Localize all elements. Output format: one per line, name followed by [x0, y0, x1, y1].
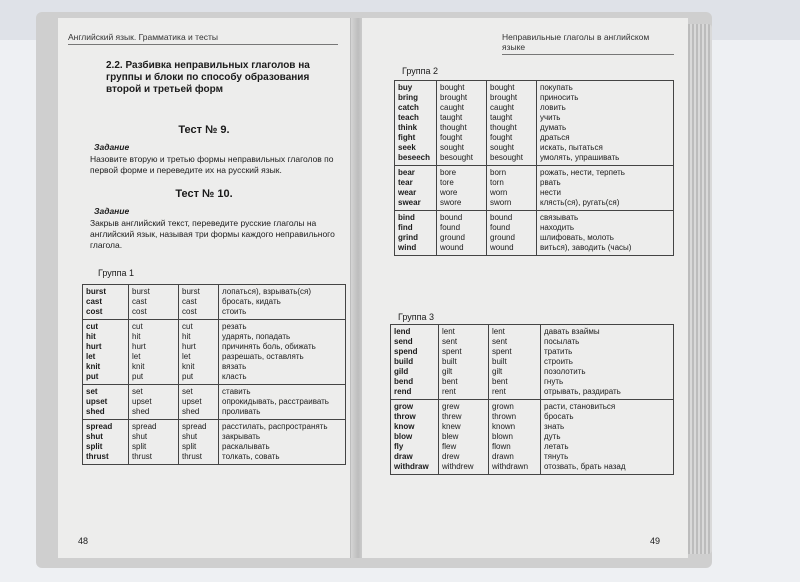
past-simple-word: cut — [132, 322, 143, 331]
translation-word: думать — [540, 123, 567, 132]
past-simple-word: blew — [442, 432, 459, 441]
verb-block-row — [395, 166, 674, 211]
base-form-word: wear — [398, 188, 417, 197]
past-simple-word: threw — [442, 412, 462, 421]
past-participle-word: drawn — [492, 452, 514, 461]
past-participle-word: sent — [492, 337, 508, 346]
page-edges — [688, 24, 712, 554]
base-form-cell — [391, 400, 439, 475]
past-simple-cell — [129, 385, 179, 420]
past-participle-word: brought — [490, 93, 518, 102]
past-simple-cell — [129, 420, 179, 465]
translation-word: расти, становиться — [544, 402, 616, 411]
translation-word: стоить — [222, 307, 247, 316]
translation-word: посылать — [544, 337, 580, 346]
past-simple-cell — [437, 166, 487, 211]
left-page — [58, 18, 351, 558]
past-participle-cell — [489, 400, 541, 475]
base-form-word: know — [394, 422, 415, 431]
past-simple-cell — [439, 325, 489, 400]
base-form-word: bind — [398, 213, 415, 222]
base-form-cell — [395, 166, 437, 211]
past-simple-word: knew — [442, 422, 461, 431]
past-participle-word: rent — [492, 387, 506, 396]
test-10-title: Тест № 10. — [175, 188, 233, 200]
base-form-word: thrust — [86, 452, 109, 461]
right-page — [362, 18, 688, 558]
verb-block-row — [83, 320, 346, 385]
translation-word: резать — [222, 322, 247, 331]
past-simple-word: wore — [440, 188, 458, 197]
past-participle-word: cast — [182, 297, 197, 306]
past-participle-word: knit — [182, 362, 195, 371]
base-form-word: hurt — [86, 342, 102, 351]
base-form-word: withdraw — [394, 462, 429, 471]
past-simple-word: set — [132, 387, 143, 396]
translation-word: дуть — [544, 432, 561, 441]
past-simple-word: brought — [440, 93, 468, 102]
base-form-word: find — [398, 223, 413, 232]
group-1-table — [82, 284, 346, 465]
base-form-word: swear — [398, 198, 421, 207]
translation-cell — [541, 325, 674, 400]
translation-word: расстилать, распространять — [222, 422, 328, 431]
base-form-cell — [395, 211, 437, 256]
translation-word: давать взаймы — [544, 327, 600, 336]
past-simple-word: thrust — [132, 452, 153, 461]
past-participle-word: withdrawn — [492, 462, 529, 471]
past-simple-word: besought — [440, 153, 473, 162]
base-form-word: lend — [394, 327, 411, 336]
translation-word: отрывать, раздирать — [544, 387, 621, 396]
past-participle-word: put — [182, 372, 194, 381]
translation-word: ловить — [540, 103, 566, 112]
group-2-table — [394, 80, 674, 256]
base-form-cell — [83, 320, 129, 385]
past-participle-cell — [179, 420, 219, 465]
past-simple-word: put — [132, 372, 144, 381]
past-participle-word: taught — [490, 113, 513, 122]
past-participle-word: cut — [182, 322, 193, 331]
verb-block-row — [391, 400, 674, 475]
past-simple-word: cast — [132, 297, 147, 306]
translation-word: опрокидывать, расстраивать — [222, 397, 329, 406]
translation-word: находить — [540, 223, 575, 232]
translation-word: строить — [544, 357, 573, 366]
translation-cell — [537, 81, 674, 166]
base-form-word: knit — [86, 362, 101, 371]
past-participle-cell — [179, 320, 219, 385]
base-form-word: buy — [398, 83, 413, 92]
past-simple-word: drew — [442, 452, 460, 461]
past-simple-cell — [437, 81, 487, 166]
past-participle-cell — [487, 81, 537, 166]
page-number: 48 — [78, 536, 89, 546]
group-3-table — [390, 324, 674, 475]
translation-word: виться), заводить (часы) — [540, 243, 632, 252]
past-simple-word: thought — [440, 123, 467, 132]
translation-word: летать — [544, 442, 569, 451]
base-form-word: gild — [394, 367, 409, 376]
base-form-word: seek — [398, 143, 416, 152]
past-simple-word: lent — [442, 327, 455, 336]
translation-cell — [537, 166, 674, 211]
past-participle-word: ground — [490, 233, 515, 242]
base-form-word: cut — [86, 322, 98, 331]
past-participle-word: known — [492, 422, 516, 431]
past-simple-word: grew — [442, 402, 460, 411]
translation-word: закрывать — [222, 432, 261, 441]
translation-cell — [219, 420, 346, 465]
base-form-word: bend — [394, 377, 414, 386]
past-simple-word: spread — [132, 422, 157, 431]
past-simple-word: burst — [132, 287, 150, 296]
past-participle-word: set — [182, 387, 193, 396]
translation-word: искать, пытаться — [540, 143, 603, 152]
base-form-word: tear — [398, 178, 413, 187]
base-form-cell — [83, 385, 129, 420]
translation-word: связывать — [540, 213, 579, 222]
past-participle-word: caught — [490, 103, 515, 112]
translation-cell — [219, 320, 346, 385]
verb-block-row — [395, 81, 674, 166]
past-participle-word: sought — [490, 143, 515, 152]
translation-word: тратить — [544, 347, 573, 356]
past-simple-word: shed — [132, 407, 150, 416]
base-form-word: put — [86, 372, 99, 381]
past-participle-word: lent — [492, 327, 505, 336]
base-form-word: grow — [394, 402, 414, 411]
base-form-word: cast — [86, 297, 103, 306]
past-simple-word: taught — [440, 113, 463, 122]
past-simple-cell — [437, 211, 487, 256]
past-participle-word: wound — [490, 243, 514, 252]
past-participle-word: cost — [182, 307, 197, 316]
test-10-task-text: Закрыв английский текст, переведите русские глаголы на английский язык, называя три формы каждого неправильного глагола. — [90, 218, 335, 250]
base-form-word: hit — [86, 332, 96, 341]
verb-block-row — [83, 420, 346, 465]
base-form-cell — [395, 81, 437, 166]
past-participle-word: bought — [490, 83, 515, 92]
base-form-word: bear — [398, 168, 415, 177]
verb-block-row — [83, 285, 346, 320]
past-participle-word: hurt — [182, 342, 196, 351]
base-form-word: grind — [398, 233, 418, 242]
past-participle-word: blown — [492, 432, 513, 441]
past-participle-word: spread — [182, 422, 207, 431]
past-simple-cell — [129, 285, 179, 320]
past-participle-word: worn — [490, 188, 508, 197]
translation-word: нести — [540, 188, 561, 197]
translation-cell — [219, 285, 346, 320]
past-participle-word: sworn — [490, 198, 512, 207]
past-simple-word: sent — [442, 337, 458, 346]
translation-word: драться — [540, 133, 570, 142]
translation-word: разрешать, оставлять — [222, 352, 304, 361]
base-form-cell — [83, 420, 129, 465]
verb-block-row — [395, 211, 674, 256]
past-simple-cell — [129, 320, 179, 385]
base-form-word: let — [86, 352, 96, 361]
base-form-word: fight — [398, 133, 416, 142]
past-simple-word: flew — [442, 442, 457, 451]
past-participle-word: let — [182, 352, 191, 361]
past-participle-cell — [487, 166, 537, 211]
base-form-cell — [391, 325, 439, 400]
past-simple-word: gilt — [442, 367, 453, 376]
past-participle-word: born — [490, 168, 507, 177]
past-simple-word: fought — [440, 133, 463, 142]
past-participle-word: shed — [182, 407, 200, 416]
past-simple-word: bound — [440, 213, 463, 222]
translation-word: отозвать, брать назад — [544, 462, 626, 471]
past-participle-word: besought — [490, 153, 523, 162]
past-simple-word: bought — [440, 83, 465, 92]
test-9-task-label: Задание — [94, 142, 130, 152]
translation-word: приносить — [540, 93, 579, 102]
past-participle-word: thrust — [182, 452, 203, 461]
group-2-label: Группа 2 — [402, 66, 439, 76]
translation-word: бросать, кидать — [222, 297, 281, 306]
past-simple-word: knit — [132, 362, 145, 371]
translation-word: толкать, совать — [222, 452, 280, 461]
test-10-task-label: Задание — [94, 206, 130, 216]
base-form-word: shut — [86, 432, 103, 441]
base-form-word: upset — [86, 397, 108, 406]
base-form-word: throw — [394, 412, 416, 421]
base-form-word: wind — [398, 243, 417, 252]
translation-word: вязать — [222, 362, 247, 371]
translation-word: умолять, упрашивать — [540, 153, 620, 162]
past-simple-word: spent — [442, 347, 462, 356]
translation-cell — [219, 385, 346, 420]
translation-word: рвать — [540, 178, 561, 187]
group-3-label: Группа 3 — [398, 312, 435, 322]
past-simple-word: let — [132, 352, 141, 361]
base-form-cell — [83, 285, 129, 320]
base-form-word: catch — [398, 103, 419, 112]
base-form-word: bring — [398, 93, 418, 102]
base-form-word: split — [86, 442, 103, 451]
translation-word: гнуть — [544, 377, 564, 386]
past-simple-cell — [439, 400, 489, 475]
translation-word: шлифовать, молоть — [540, 233, 614, 242]
past-participle-cell — [179, 285, 219, 320]
translation-word: учить — [540, 113, 561, 122]
past-simple-word: caught — [440, 103, 465, 112]
past-participle-word: thrown — [492, 412, 517, 421]
past-simple-word: hurt — [132, 342, 146, 351]
base-form-word: spread — [86, 422, 113, 431]
base-form-word: teach — [398, 113, 419, 122]
verb-block-row — [83, 385, 346, 420]
past-participle-word: grown — [492, 402, 514, 411]
past-simple-word: shut — [132, 432, 148, 441]
translation-word: лопаться), взрывать(ся) — [222, 287, 312, 296]
base-form-word: build — [394, 357, 414, 366]
base-form-word: set — [86, 387, 98, 396]
past-participle-word: thought — [490, 123, 517, 132]
translation-word: проливать — [222, 407, 261, 416]
past-simple-word: upset — [132, 397, 152, 406]
base-form-word: blow — [394, 432, 413, 441]
past-simple-word: rent — [442, 387, 456, 396]
past-participle-word: built — [492, 357, 507, 366]
test-9-title: Тест № 9. — [178, 124, 230, 136]
translation-cell — [541, 400, 674, 475]
base-form-word: beseech — [398, 153, 431, 162]
base-form-word: draw — [394, 452, 413, 461]
past-simple-word: swore — [440, 198, 462, 207]
test-9-task-text: Назовите вторую и третью формы неправильных глаголов по первой форме и переведите их на русский язык. — [90, 154, 334, 175]
base-form-word: spend — [394, 347, 418, 356]
past-participle-word: spent — [492, 347, 512, 356]
translation-word: причинять боль, обижать — [222, 342, 316, 351]
base-form-word: burst — [86, 287, 106, 296]
running-head: Неправильные глаголы в английском языке — [502, 32, 674, 55]
translation-word: ставить — [222, 387, 251, 396]
past-simple-word: split — [132, 442, 147, 451]
translation-word: тянуть — [544, 452, 569, 461]
translation-word: позолотить — [544, 367, 586, 376]
past-participle-word: split — [182, 442, 197, 451]
past-simple-word: cost — [132, 307, 147, 316]
base-form-word: cost — [86, 307, 103, 316]
past-participle-cell — [179, 385, 219, 420]
past-participle-word: hit — [182, 332, 191, 341]
section-title: 2.2. Разбивка неправильных глаголов на группы и блоки по способу образования второй и третьей форм — [106, 60, 310, 95]
past-participle-word: shut — [182, 432, 198, 441]
past-participle-cell — [487, 211, 537, 256]
past-participle-word: torn — [490, 178, 504, 187]
page-number: 49 — [649, 536, 660, 546]
running-head: Английский язык. Грамматика и тесты — [68, 32, 338, 45]
past-simple-word: bent — [442, 377, 458, 386]
past-participle-word: bent — [492, 377, 508, 386]
base-form-word: think — [398, 123, 418, 132]
translation-word: покупать — [540, 83, 573, 92]
past-simple-word: withdrew — [442, 462, 474, 471]
base-form-word: send — [394, 337, 413, 346]
past-simple-word: tore — [440, 178, 454, 187]
translation-word: ударять, попадать — [222, 332, 291, 341]
group-1-label: Группа 1 — [98, 268, 135, 278]
translation-word: рожать, нести, терпеть — [540, 168, 625, 177]
past-simple-word: bore — [440, 168, 457, 177]
past-participle-word: gilt — [492, 367, 503, 376]
translation-word: клясть(ся), ругать(ся) — [540, 198, 620, 207]
past-simple-word: found — [440, 223, 461, 232]
past-simple-word: hit — [132, 332, 141, 341]
translation-word: бросать — [544, 412, 574, 421]
past-participle-word: found — [490, 223, 511, 232]
past-participle-word: flown — [492, 442, 511, 451]
translation-word: знать — [544, 422, 565, 431]
past-participle-word: fought — [490, 133, 513, 142]
past-simple-word: wound — [440, 243, 464, 252]
past-participle-word: burst — [182, 287, 200, 296]
past-participle-cell — [489, 325, 541, 400]
translation-cell — [537, 211, 674, 256]
translation-word: класть — [222, 372, 247, 381]
past-simple-word: built — [442, 357, 457, 366]
translation-word: раскалывать — [222, 442, 270, 451]
past-simple-word: ground — [440, 233, 465, 242]
base-form-word: rend — [394, 387, 412, 396]
past-participle-word: bound — [490, 213, 513, 222]
base-form-word: shed — [86, 407, 105, 416]
past-simple-word: sought — [440, 143, 465, 152]
past-participle-word: upset — [182, 397, 202, 406]
base-form-word: fly — [394, 442, 404, 451]
verb-block-row — [391, 325, 674, 400]
